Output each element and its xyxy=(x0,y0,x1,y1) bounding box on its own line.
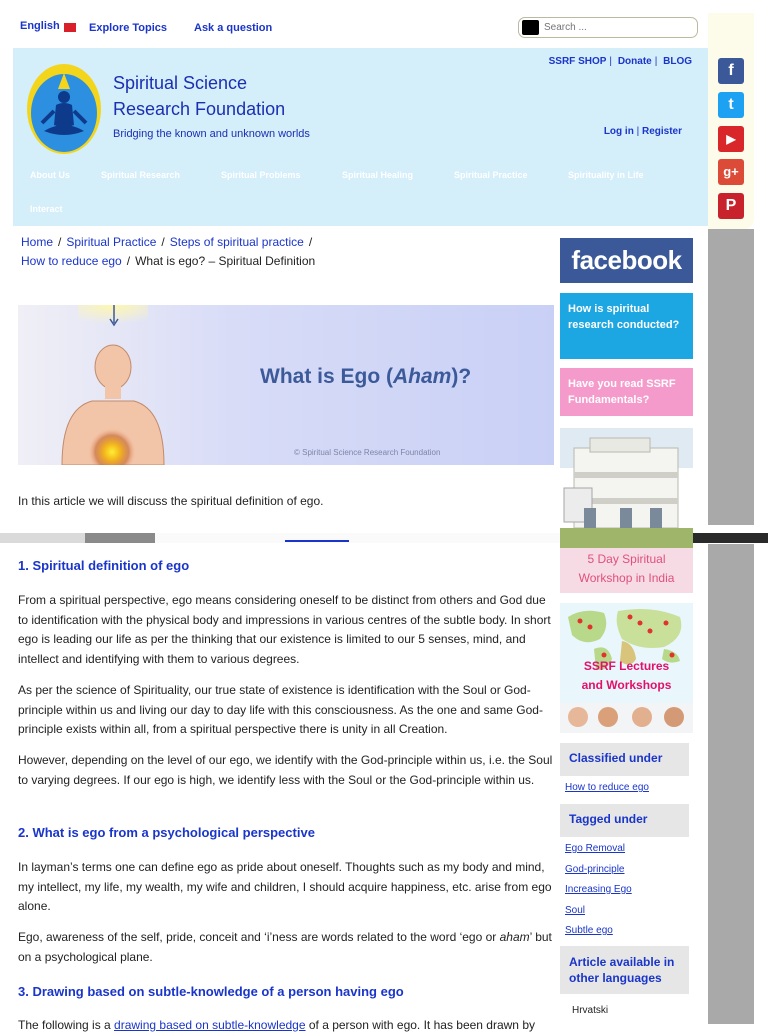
twitter-icon[interactable]: t xyxy=(718,92,744,118)
lectures-line1: SSRF Lectures xyxy=(583,659,670,673)
drawing-link[interactable]: drawing based on subtle-knowledge xyxy=(114,1018,306,1032)
breadcrumb: Home / Spiritual Practice / Steps of spiritual practice / How to reduce ego / What is ego? – Spiritual Definition xyxy=(21,235,316,268)
search-box[interactable] xyxy=(518,17,698,38)
donate-link[interactable]: Donate xyxy=(617,56,652,67)
top-bar xyxy=(0,0,708,48)
tag-link[interactable]: Subtle ego xyxy=(565,925,613,936)
article-paragraph: In layman’s terms one can define ego as pride about oneself. Thoughts such as my body and mind, my intellect, my life, my wealth, my wife and children, I should acquire happiness, etc. arise from ego alone. xyxy=(18,860,552,913)
nav-spiritual-problems[interactable]: Spiritual Problems xyxy=(221,170,301,180)
org-name[interactable] xyxy=(113,70,285,122)
search-input[interactable] xyxy=(544,20,692,35)
google-plus-icon[interactable]: g+ xyxy=(718,159,744,185)
lectures-line2: and Workshops xyxy=(581,678,672,692)
nav-spirituality-in-life[interactable]: Spirituality in Life xyxy=(568,170,644,180)
facebook-widget[interactable]: facebook xyxy=(560,238,693,283)
article-intro: In this article we will discuss the spiritual definition of ego. xyxy=(18,494,324,508)
classified-link[interactable]: How to reduce ego xyxy=(565,782,649,793)
banner-title: What is Ego (Aham)? xyxy=(260,365,472,388)
nav-interact[interactable]: Interact xyxy=(30,204,63,214)
facebook-icon[interactable]: f xyxy=(718,58,744,84)
classified-under-heading: Classified under xyxy=(560,743,689,776)
org-name-line1: Spiritual Science xyxy=(113,73,248,93)
language-selector[interactable]: English xyxy=(20,20,60,32)
tagline: Bridging the known and unknown worlds xyxy=(113,128,310,140)
tagged-under-heading: Tagged under xyxy=(560,804,689,837)
search-icon[interactable] xyxy=(522,20,539,35)
workshop-line2: Workshop in India xyxy=(578,571,675,585)
breadcrumb-current: What is ego? – Spiritual Definition xyxy=(135,254,316,268)
explore-topics-link[interactable]: Explore Topics xyxy=(89,22,168,34)
breadcrumb-spiritual-practice[interactable]: Spiritual Practice xyxy=(66,235,157,249)
auth-links: Log in | Register xyxy=(603,126,682,137)
youtube-icon[interactable]: ▶ xyxy=(718,126,744,152)
org-name-line2: Research Foundation xyxy=(113,99,286,119)
tag-link[interactable]: Increasing Ego xyxy=(565,884,632,895)
nav-about-us[interactable]: About Us xyxy=(30,170,70,180)
workshop-text xyxy=(560,550,693,588)
blog-link[interactable]: BLOG xyxy=(663,56,692,67)
breadcrumb-reduce-ego[interactable]: How to reduce ego xyxy=(21,254,122,268)
tag-link[interactable]: Soul xyxy=(565,905,586,916)
lectures-text xyxy=(560,657,693,695)
workshop-line1: 5 Day Spiritual xyxy=(587,552,666,566)
ssrf-logo-icon[interactable] xyxy=(26,63,102,155)
workshop-promo[interactable] xyxy=(560,428,693,593)
article-banner xyxy=(18,305,554,465)
flag-icon[interactable] xyxy=(64,23,76,32)
utility-links: SSRF SHOP | Donate | BLOG xyxy=(548,56,692,67)
article-paragraph: However, depending on the level of our ego, we identify with the God-principle within us, i.e. the Soul to varying degrees. If our ego is high, we identify less with the Soul or the God-principle within us. xyxy=(18,753,553,787)
nav-spiritual-research[interactable]: Spiritual Research xyxy=(101,170,181,180)
language-link[interactable]: Hrvatski xyxy=(572,1005,609,1016)
nav-spiritual-practice[interactable]: Spiritual Practice xyxy=(454,170,528,180)
breadcrumb-home[interactable]: Home xyxy=(21,235,54,249)
breadcrumb-steps[interactable]: Steps of spiritual practice xyxy=(169,235,304,249)
rail-background-lower xyxy=(708,544,754,1024)
lectures-promo[interactable] xyxy=(560,603,693,733)
ask-question-link[interactable]: Ask a question xyxy=(194,22,273,34)
social-rail xyxy=(708,13,754,229)
section-heading: 1. Spiritual definition of ego xyxy=(18,558,190,573)
shop-link[interactable]: SSRF SHOP xyxy=(548,56,607,67)
register-link[interactable]: Register xyxy=(641,126,682,137)
site-header xyxy=(13,48,708,226)
tag-link[interactable]: Ego Removal xyxy=(565,843,626,854)
article-paragraph: Ego, awareness of the self, pride, conceit and ‘i’ness are words related to the word ‘ego or aham’ but on a psychological plane. xyxy=(18,930,552,964)
article-paragraph: From a spiritual perspective, ego means considering oneself to be distinct from others and God due to identification with the physical body and impressions in various centres of the subtle body. In short ego is leading our life as per the thinking that our existence is limited to our 5 senses, mind, and intellect and identifying with them to various degrees. xyxy=(18,593,551,666)
pinterest-icon[interactable]: P xyxy=(718,193,744,219)
page-separator xyxy=(0,533,768,543)
article-paragraph: The following is a drawing based on subtle-knowledge of a person with ego. It has been drawn by xyxy=(18,1018,535,1032)
rail-background xyxy=(708,229,754,525)
banner-copyright: © Spiritual Science Research Foundation xyxy=(294,448,441,457)
tag-link[interactable]: God-principle xyxy=(565,864,625,875)
nav-spiritual-healing[interactable]: Spiritual Healing xyxy=(342,170,414,180)
research-card[interactable]: How is spiritual research conducted? xyxy=(560,293,693,359)
section-heading: 2. What is ego from a psychological perspective xyxy=(18,825,315,840)
article-paragraph: As per the science of Spirituality, our true state of existence is identification with the Soul or God-principle within us and living our day to day life with this consciousness. As the one and same God-principle exists within all, from a spiritual perspective there is unity in all Creation. xyxy=(18,683,543,736)
login-link[interactable]: Log in xyxy=(603,126,634,137)
fundamentals-card[interactable]: Have you read SSRF Fundamentals? xyxy=(560,368,693,416)
languages-heading: Article available in other languages xyxy=(560,946,689,994)
section-heading: 3. Drawing based on subtle-knowledge of a person having ego xyxy=(18,984,404,999)
